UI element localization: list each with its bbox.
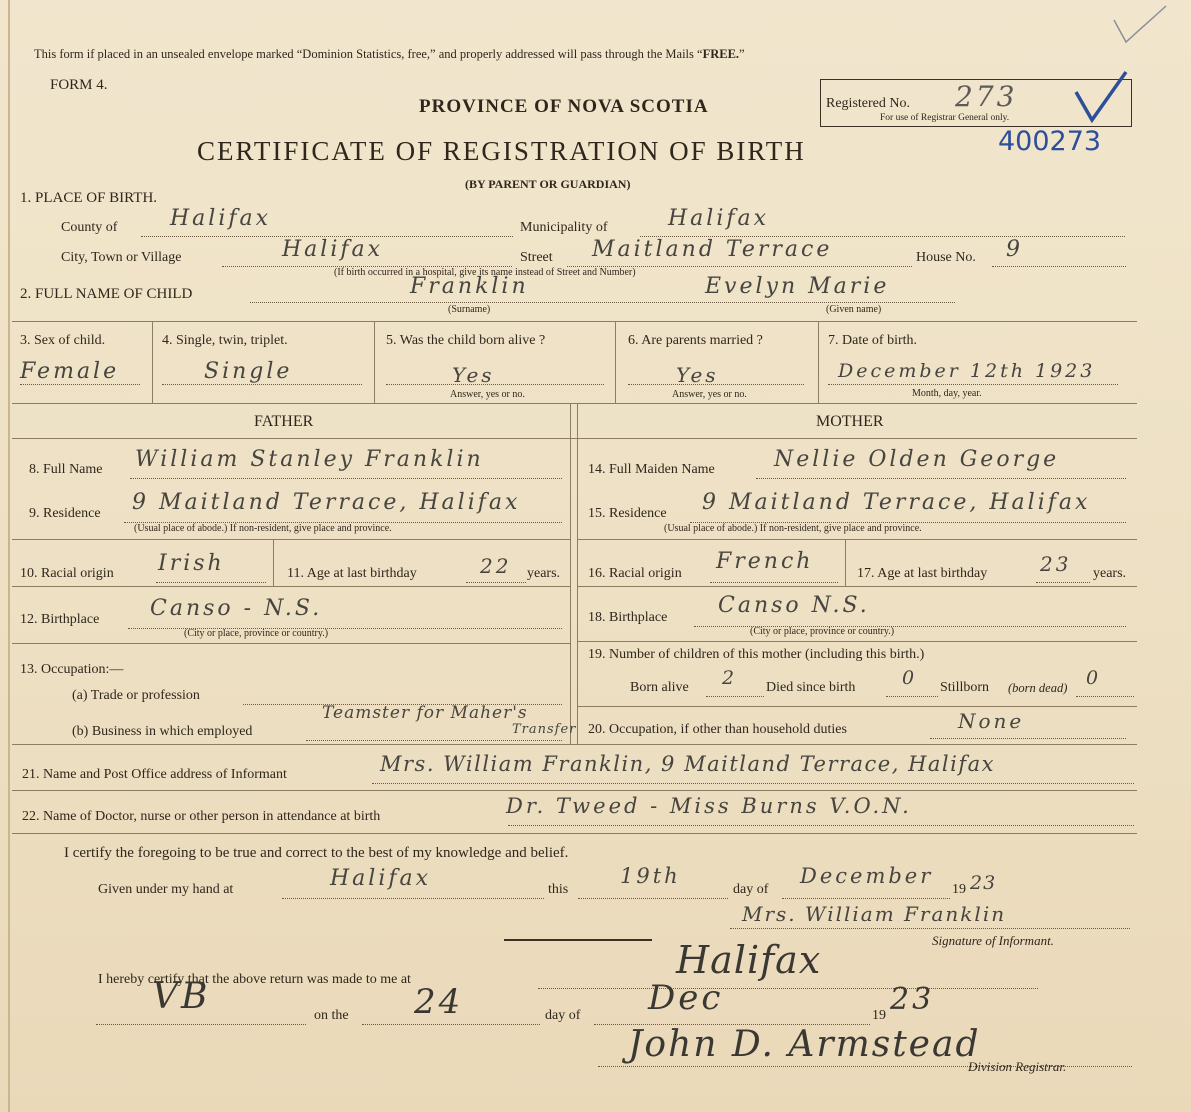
rule-mother-age	[845, 540, 846, 586]
registrar-signature: John D. Armstead	[628, 1024, 981, 1065]
rule-father-2	[12, 586, 570, 587]
registrar-year-prefix: 19	[872, 1008, 886, 1023]
mother-age-label: 17. Age at last birthday	[857, 566, 988, 581]
father-birthplace-caption: (City or place, province or country.)	[184, 628, 329, 639]
mail-notice-text: This form if placed in an unsealed envelope marked “Dominion Statistics, free,” and properly addressed will pass through the Mails “	[34, 47, 703, 61]
rule-col-1	[152, 322, 153, 403]
street-label: Street	[520, 250, 553, 265]
attendant-line	[508, 825, 1134, 826]
registrar-place-value: Halifax	[676, 938, 822, 982]
mother-name-line	[756, 478, 1126, 479]
mother-residence-caption: (Usual place of abode.) If non-resident, give place and province.	[664, 523, 922, 534]
rule-certification-top	[12, 833, 1137, 834]
mail-notice	[34, 47, 745, 62]
dob-line	[828, 384, 1118, 385]
mother-name-label: 14. Full Maiden Name	[588, 462, 715, 477]
rule-parents-left	[570, 404, 571, 744]
business-value-2: Transfer	[512, 722, 577, 737]
father-age-value: 22	[480, 554, 512, 578]
informant-value: Mrs. William Franklin, 9 Maitland Terrace, Halifax	[380, 752, 995, 776]
mother-birthplace-caption: (City or place, province or country.)	[750, 626, 895, 637]
mother-birthplace-label: 18. Birthplace	[588, 610, 668, 625]
informant-label: 21. Name and Post Office address of Informant	[22, 767, 287, 782]
married-line	[628, 384, 804, 385]
father-residence-label: 9. Residence	[29, 506, 101, 521]
certificate-title: CERTIFICATE OF REGISTRATION OF BIRTH	[197, 136, 806, 166]
dob-label: 7. Date of birth.	[828, 333, 918, 348]
child-given-value: Evelyn Marie	[705, 274, 890, 299]
children-born-alive-label: Born alive	[630, 680, 689, 695]
stillborn-line	[1076, 696, 1134, 697]
municipality-label: Municipality of	[520, 220, 608, 235]
municipality-value: Halifax	[668, 206, 770, 231]
cert-year-prefix: 19	[952, 882, 966, 897]
rule-mother-1	[578, 539, 1137, 540]
cert-month-line	[782, 898, 950, 899]
born-alive-caption: Answer, yes or no.	[450, 389, 525, 400]
trade-label: (a) Trade or profession	[72, 688, 200, 703]
attendant-label: 22. Name of Doctor, nurse or other person in attendance at birth	[22, 809, 381, 824]
house-line	[992, 266, 1126, 267]
married-label: 6. Are parents married ?	[628, 333, 763, 348]
stillborn-note: (born dead)	[1008, 681, 1068, 695]
plurality-label: 4. Single, twin, triplet.	[162, 333, 288, 348]
street-value: Maitland Terrace	[592, 237, 833, 262]
registrar-day-of-label: day of	[545, 1008, 581, 1023]
father-years-label: years.	[527, 566, 561, 581]
rule-col-2	[374, 322, 375, 403]
born-alive-label: 5. Was the child born alive ?	[386, 333, 546, 348]
mother-racial-value: French	[716, 549, 814, 574]
mother-occupation-value: None	[958, 709, 1025, 733]
stillborn-value: 0	[1086, 667, 1102, 689]
rule-top-grid	[12, 321, 1137, 322]
given-under-label: Given under my hand at	[98, 882, 234, 897]
county-value: Halifax	[170, 206, 272, 231]
cert-year-suffix: 23	[970, 872, 997, 894]
place-of-birth-heading: 1. PLACE OF BIRTH.	[20, 190, 158, 206]
father-residence-caption: (Usual place of abode.) If non-resident, give place and province.	[134, 523, 392, 534]
form-number: FORM 4.	[50, 77, 108, 93]
father-heading: FATHER	[254, 413, 314, 430]
born-alive-value: Yes	[452, 363, 495, 387]
father-name-line	[130, 478, 562, 479]
city-value: Halifax	[282, 237, 384, 262]
child-name-label: 2. FULL NAME OF CHILD	[20, 286, 193, 302]
rule-mother-4	[578, 706, 1137, 707]
mother-name-value: Nellie Olden George	[774, 447, 1060, 472]
this-label: this	[548, 882, 569, 897]
informant-signature-caption: Signature of Informant.	[932, 933, 1054, 948]
father-racial-line	[156, 582, 266, 583]
county-label: County of	[61, 220, 118, 235]
mail-notice-end: ”	[739, 47, 745, 61]
married-caption: Answer, yes or no.	[672, 389, 747, 400]
father-birthplace-label: 12. Birthplace	[20, 612, 100, 627]
surname-caption: (Surname)	[448, 304, 491, 315]
mother-age-value: 23	[1040, 552, 1072, 576]
business-value-1: Teamster for Maher's	[322, 703, 528, 723]
registered-number: 273	[955, 80, 1018, 113]
separator-rule	[504, 939, 652, 941]
registrar-statement: I hereby certify that the above return was made to me at	[98, 972, 411, 987]
registrar-use-note: For use of Registrar General only.	[880, 113, 1010, 123]
dob-value: December 12th 1923	[838, 360, 1096, 382]
child-name-line	[250, 302, 955, 303]
attendant-value: Dr. Tweed - Miss Burns V.O.N.	[506, 794, 912, 818]
registrar-day-line	[362, 1024, 540, 1025]
mother-racial-line	[710, 582, 838, 583]
rule-bottom-grid	[12, 403, 1137, 404]
mother-racial-label: 16. Racial origin	[588, 566, 682, 581]
page-edge	[8, 0, 10, 1112]
registrar-initials: VB	[152, 976, 211, 1017]
check-mark-icon	[1070, 68, 1130, 128]
child-surname-value: Franklin	[410, 274, 529, 299]
this-day-value: 19th	[620, 864, 681, 888]
mother-age-line	[1036, 582, 1090, 583]
cert-day-of-label: day of	[733, 882, 769, 897]
father-name-label: 8. Full Name	[29, 462, 103, 477]
rule-parents-right	[577, 404, 578, 744]
mother-occupation-line	[930, 738, 1126, 739]
died-since-birth-value: 0	[902, 667, 918, 689]
father-age-line	[466, 582, 526, 583]
cert-month-value: December	[800, 864, 934, 888]
registrar-caption: Division Registrar.	[968, 1059, 1067, 1074]
hospital-note: (If birth occurred in a hospital, give its name instead of Street and Number)	[334, 267, 636, 278]
house-value: 9	[1006, 237, 1023, 262]
this-day-line	[578, 898, 728, 899]
father-age-label: 11. Age at last birthday	[287, 566, 417, 581]
dob-caption: Month, day, year.	[912, 388, 982, 399]
children-born-alive-line	[706, 696, 764, 697]
born-alive-line	[386, 384, 604, 385]
father-racial-value: Irish	[158, 551, 225, 576]
rule-father-3	[12, 643, 570, 644]
died-since-birth-line	[886, 696, 938, 697]
father-name-value: William Stanley Franklin	[135, 447, 484, 472]
mother-birthplace-value: Canso N.S.	[718, 593, 870, 618]
given-caption: (Given name)	[826, 304, 882, 315]
sex-value: Female	[20, 359, 120, 384]
on-the-label: on the	[314, 1008, 349, 1023]
rule-parents-head	[12, 438, 1137, 439]
rule-col-4	[818, 322, 819, 403]
registrar-day-value: 24	[414, 982, 464, 1022]
father-racial-label: 10. Racial origin	[20, 566, 114, 581]
registrar-year-suffix: 23	[890, 982, 935, 1017]
informant-line	[372, 783, 1134, 784]
occupation-label: 13. Occupation:—	[20, 662, 124, 677]
sex-line	[20, 384, 140, 385]
registrar-initials-line	[96, 1024, 306, 1025]
sex-label: 3. Sex of child.	[20, 333, 106, 348]
city-label: City, Town or Village	[61, 250, 182, 265]
mother-residence-label: 15. Residence	[588, 506, 667, 521]
house-label: House No.	[916, 250, 976, 265]
father-birthplace-value: Canso - N.S.	[150, 596, 323, 621]
province-title: PROVINCE OF NOVA SCOTIA	[419, 96, 709, 117]
children-label: 19. Number of children of this mother (including this birth.)	[588, 647, 925, 662]
children-born-alive-value: 2	[722, 667, 738, 689]
mother-occupation-label: 20. Occupation, if other than household duties	[588, 722, 847, 737]
given-place-line	[282, 898, 544, 899]
mother-heading: MOTHER	[816, 413, 884, 430]
father-residence-value: 9 Maitland Terrace, Halifax	[132, 490, 521, 515]
mother-residence-value: 9 Maitland Terrace, Halifax	[702, 490, 1091, 515]
business-label: (b) Business in which employed	[72, 724, 253, 739]
informant-signature-line	[730, 928, 1130, 929]
business-line	[306, 740, 562, 741]
informant-signature: Mrs. William Franklin	[742, 902, 1007, 926]
mother-years-label: years.	[1093, 566, 1127, 581]
pencil-tick-icon	[1110, 2, 1170, 46]
certification-statement: I certify the foregoing to be true and correct to the best of my knowledge and belief.	[64, 845, 569, 861]
certificate-subtitle: (BY PARENT OR GUARDIAN)	[465, 177, 631, 191]
plurality-value: Single	[204, 359, 293, 384]
plurality-line	[162, 384, 362, 385]
rule-mother-3	[578, 641, 1137, 642]
given-place-value: Halifax	[330, 866, 432, 891]
rule-father-age	[273, 540, 274, 586]
rule-mother-2	[578, 586, 1137, 587]
rule-informant-top	[12, 744, 1137, 745]
mail-notice-free: FREE.	[702, 47, 740, 61]
rule-col-3	[615, 322, 616, 403]
stamp-number: 400273	[998, 126, 1102, 157]
died-since-birth-label: Died since birth	[766, 680, 856, 695]
married-value: Yes	[676, 363, 719, 387]
stillborn-label: Stillborn	[940, 680, 990, 695]
registrar-month-value: Dec	[648, 978, 724, 1018]
rule-attendant-top	[12, 790, 1137, 791]
rule-father-1	[12, 539, 570, 540]
registrar-place-line	[538, 988, 1038, 989]
registered-label: Registered No.	[826, 96, 910, 111]
